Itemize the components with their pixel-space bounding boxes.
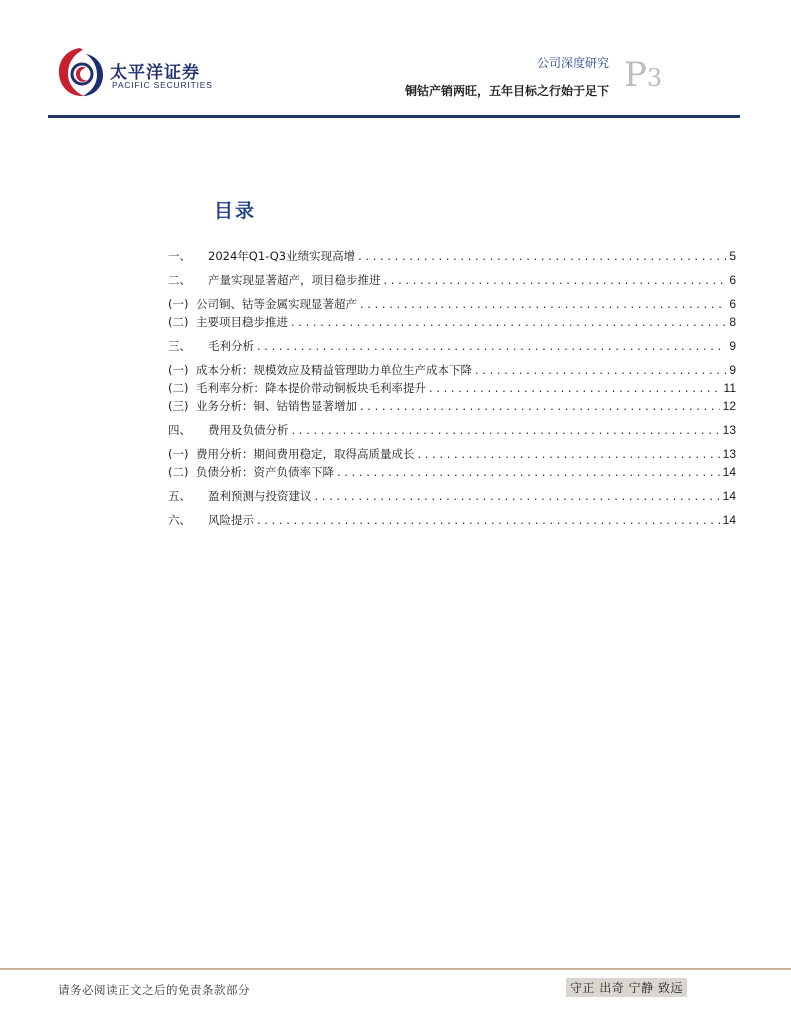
report-title: 铜钴产销两旺，五年目标之行始于足下 bbox=[404, 84, 609, 98]
pacific-securities-logo-icon bbox=[56, 44, 106, 100]
footer-disclaimer: 请务必阅读正文之后的免责条款部分 bbox=[58, 983, 250, 997]
report-type: 公司深度研究 bbox=[536, 56, 609, 70]
toc-entry-number: 六、 bbox=[168, 513, 191, 527]
toc-entry-page: 6 bbox=[729, 297, 736, 311]
page-prefix: P bbox=[624, 55, 647, 95]
toc-heading: 目录 bbox=[214, 200, 257, 222]
toc-entry-page: 11 bbox=[723, 381, 736, 395]
toc-leader-dots bbox=[360, 296, 726, 312]
toc-leader-dots bbox=[429, 380, 721, 396]
toc-entry-page: 14 bbox=[722, 489, 736, 503]
toc-entry[interactable] bbox=[168, 380, 736, 396]
toc-entry-number: 四、 bbox=[168, 423, 191, 437]
footer-motto: 守正 出奇 宁静 致远 bbox=[566, 978, 687, 997]
toc-entry-title: 负债分析：资产负债率下降 bbox=[196, 465, 334, 479]
toc-entry-number: (一) bbox=[168, 447, 189, 461]
toc-entry-title: 2024年Q1-Q3业绩实现高增 bbox=[208, 249, 356, 263]
toc-entry[interactable] bbox=[168, 464, 736, 480]
logo-english-name: PACIFIC SECURITIES bbox=[112, 80, 213, 90]
toc-entry-number: 三、 bbox=[168, 339, 191, 353]
toc-entry-page: 9 bbox=[729, 363, 736, 377]
toc-entry[interactable] bbox=[168, 314, 736, 330]
toc-entry-title: 成本分析：规模效应及精益管理助力单位生产成本下降 bbox=[196, 363, 472, 377]
toc-entry-number: 五、 bbox=[168, 489, 191, 503]
toc-leader-dots bbox=[337, 464, 720, 480]
footer-divider bbox=[0, 968, 791, 970]
toc-entry-page: 14 bbox=[722, 465, 736, 479]
toc-entry-title: 风险提示 bbox=[208, 513, 254, 527]
toc-entry-number: 二、 bbox=[168, 273, 191, 287]
toc-entry-title: 主要项目稳步推进 bbox=[196, 315, 288, 329]
toc-entry-page: 8 bbox=[729, 315, 736, 329]
toc-leader-dots bbox=[257, 512, 720, 528]
toc-entry-title: 公司铜、钴等金属实现显著超产 bbox=[196, 297, 357, 311]
company-logo bbox=[56, 44, 216, 104]
toc-entry-title: 盈利预测与投资建议 bbox=[208, 489, 312, 503]
toc-entry-title: 产量实现显著超产，项目稳步推进 bbox=[208, 273, 381, 287]
header-divider bbox=[48, 115, 740, 118]
toc-entry-title: 费用及负债分析 bbox=[208, 423, 289, 437]
toc-leader-dots bbox=[418, 446, 720, 462]
toc-entry-page: 5 bbox=[729, 249, 736, 263]
toc-entry[interactable] bbox=[168, 512, 736, 528]
toc-entry-title: 毛利分析 bbox=[208, 339, 254, 353]
toc-entry[interactable] bbox=[168, 338, 736, 354]
toc-leader-dots bbox=[475, 362, 726, 378]
toc-entry-page: 13 bbox=[722, 423, 736, 437]
toc-leader-dots bbox=[360, 398, 720, 414]
toc-leader-dots bbox=[384, 272, 727, 288]
toc-entry[interactable] bbox=[168, 296, 736, 312]
toc-entry-number: (二) bbox=[168, 465, 189, 479]
toc-entry-number: (一) bbox=[168, 297, 189, 311]
toc-leader-dots bbox=[358, 248, 726, 264]
toc-entry-number: (二) bbox=[168, 381, 189, 395]
toc-entry-title: 毛利率分析：降本提价带动铜板块毛利率提升 bbox=[196, 381, 426, 395]
toc-entry[interactable] bbox=[168, 362, 736, 378]
toc-entry-number: (三) bbox=[168, 399, 189, 413]
toc-entry[interactable] bbox=[168, 248, 736, 264]
toc-entry-page: 14 bbox=[722, 513, 736, 527]
toc-entry-page: 13 bbox=[722, 447, 736, 461]
toc-entry-title: 费用分析：期间费用稳定，取得高质量成长 bbox=[196, 447, 415, 461]
toc-entry-number: (二) bbox=[168, 315, 189, 329]
toc-entry[interactable] bbox=[168, 398, 736, 414]
toc-entry-number: 一、 bbox=[168, 249, 191, 263]
page-number: 3 bbox=[646, 64, 663, 92]
toc-entry[interactable] bbox=[168, 422, 736, 438]
toc-leader-dots bbox=[291, 314, 726, 330]
toc-entry[interactable] bbox=[168, 272, 736, 288]
toc-leader-dots bbox=[257, 338, 726, 354]
logo-chinese-name: 太平洋证券 bbox=[110, 63, 200, 83]
toc-entry-number: (一) bbox=[168, 363, 189, 377]
toc-entry-page: 9 bbox=[729, 339, 736, 353]
toc-entry-title: 业务分析：铜、钴销售显著增加 bbox=[196, 399, 357, 413]
toc-entry-page: 12 bbox=[722, 399, 736, 413]
page-indicator bbox=[624, 55, 663, 95]
toc-leader-dots bbox=[292, 422, 720, 438]
toc-entry[interactable] bbox=[168, 488, 736, 504]
toc-entry-page: 6 bbox=[729, 273, 736, 287]
toc-leader-dots bbox=[315, 488, 720, 504]
toc-entry[interactable] bbox=[168, 446, 736, 462]
